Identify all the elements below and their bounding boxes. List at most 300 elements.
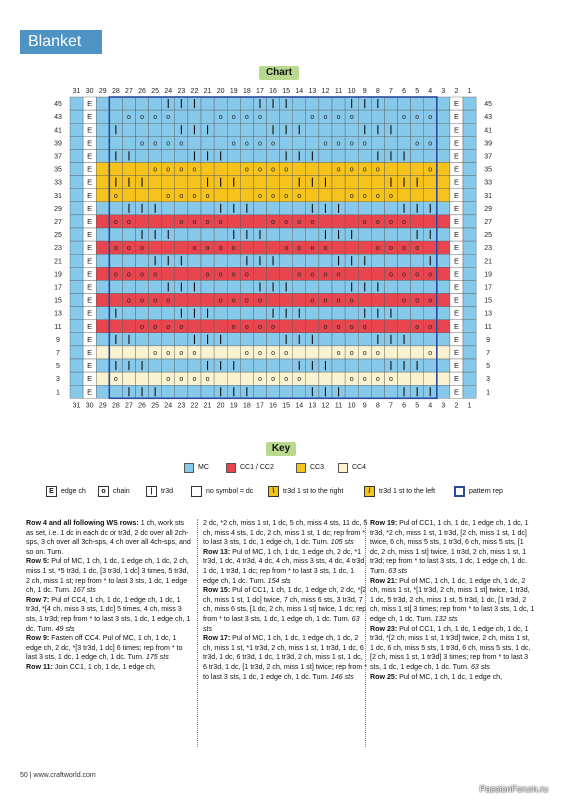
column-number-bottom: 23	[177, 402, 186, 410]
edge-stitch-symbol: E	[453, 321, 459, 331]
chart-cell	[214, 280, 227, 293]
chart-cell	[136, 254, 149, 267]
chart-cell	[214, 228, 227, 241]
chain-mark: o	[402, 114, 407, 122]
chart-cell	[463, 123, 476, 136]
row-number-right: 29	[484, 205, 492, 213]
instruction-text: Pul of CC1, 1 ch, 1 dc, 1 edge ch, 1 dc, 1 tr3d, *[2 ch, miss 1 st, 1 tr3d] twice, 2 ch, miss 1 st, 1 dc, 6 ch, miss 5 sts, 1 tr3d, 6 ch, miss 5 sts, 1 dc, [2 ch, miss 1 st, 1 tr3d] 3 times; rep from * to last 3 sts, 1 dc, 1 edge ch, 1 dc. Turn.	[370, 624, 531, 671]
chart-cell	[384, 97, 397, 110]
chart-cell	[424, 359, 437, 372]
column-number-bottom: 5	[415, 402, 420, 410]
chart-cell	[175, 267, 188, 280]
chart-cell	[437, 189, 450, 202]
column-number-top: 22	[190, 88, 199, 95]
chart-cell	[240, 123, 253, 136]
key-cc1-cc2	[226, 463, 274, 473]
column-number-top: 26	[138, 88, 146, 95]
row-heading: Row 23:	[370, 624, 400, 633]
chart-cell	[293, 385, 306, 398]
chart-cell	[240, 241, 253, 254]
chain-mark: o	[179, 192, 184, 200]
chart-cell	[253, 359, 266, 372]
chart-cell	[201, 320, 214, 333]
chart-cell	[201, 385, 214, 398]
chain-mark: o	[244, 140, 249, 148]
chart-cell	[371, 320, 384, 333]
row-number-left: 45	[54, 101, 62, 109]
chart-cell	[424, 280, 437, 293]
instruction-paragraph	[203, 519, 368, 548]
chart-cell	[345, 307, 358, 320]
chart-cell	[136, 123, 149, 136]
chain-mark: o	[205, 192, 210, 200]
chart-cell	[70, 136, 83, 149]
chain-mark: o	[271, 166, 276, 174]
edge-stitch-symbol: E	[453, 387, 459, 397]
chart-cell	[463, 202, 476, 215]
chart-cell	[122, 123, 135, 136]
column-number-top: 9	[362, 88, 367, 95]
chart-cell	[306, 320, 319, 333]
chart-cell	[109, 163, 122, 176]
chart-cell	[371, 136, 384, 149]
blank-symbol-icon	[191, 486, 202, 497]
chain-mark: o	[218, 297, 223, 305]
chart-cell	[188, 110, 201, 123]
instruction-paragraph	[370, 577, 535, 625]
column-number-top: 4	[428, 88, 433, 95]
chain-mark: o	[166, 297, 171, 305]
chain-mark: o	[192, 349, 197, 357]
edge-stitch-symbol: E	[87, 374, 93, 384]
row-number-right: 15	[484, 297, 492, 305]
chart-cell	[332, 307, 345, 320]
chain-mark: o	[284, 166, 289, 174]
chart-cell	[437, 385, 450, 398]
chart-cell	[437, 123, 450, 136]
chain-mark: o	[310, 218, 315, 226]
row-number-right: 5	[486, 363, 491, 371]
edge-stitch-symbol: E	[453, 295, 459, 305]
chart-cell	[398, 163, 411, 176]
chart-cell	[240, 280, 253, 293]
chart-cell	[149, 189, 162, 202]
chart-cell	[280, 254, 293, 267]
chain-mark: o	[205, 376, 210, 384]
instruction-text: Pul of CC1, 1 ch, 1 dc, 1 edge ch, 1 dc, 1 tr3d, *2 ch, miss 1 st, 1 tr3d, [2 ch, miss 1 st, 1 dc] twice, 6 ch, miss 5 sts, 1 tr3d, 6 ch, miss 5 sts, [1 dc, 2 ch, miss 1 st] twice, 1 tr3d, 2 ch, miss 1 st, 1 tr3d; rep from * to last 3 sts, 1 dc, 1 edge ch, 1 dc. Turn.	[370, 519, 529, 575]
chart-cell	[280, 110, 293, 123]
chart-cell	[293, 228, 306, 241]
column-number-bottom: 1	[467, 402, 472, 410]
chart-cell	[122, 372, 135, 385]
edge-stitch-symbol: E	[453, 125, 459, 135]
chain-mark: o	[323, 140, 328, 148]
chain-mark: o	[244, 114, 249, 122]
chain-mark: o	[336, 114, 341, 122]
column-number-bottom: 22	[190, 402, 199, 410]
chart-cell	[358, 149, 371, 162]
instructions-column-2	[203, 519, 368, 682]
edge-stitch-symbol: E	[87, 190, 93, 200]
chart-cell	[463, 149, 476, 162]
chart-cell	[345, 359, 358, 372]
chain-mark: o	[140, 323, 145, 331]
chart-cell	[306, 280, 319, 293]
chain-mark: o	[388, 218, 393, 226]
chart-cell	[96, 136, 109, 149]
chart-cell	[70, 359, 83, 372]
instruction-text: Pul of MC, 1 ch, 1 dc, 1 edge ch, 1 dc, 2 ch, miss 1 st, *1 tr3d, 2 ch, miss 1 st, 1 tr3d, 1 dc, 6 tr3d, 1 dc, 6 tr3d, 1 dc, 1 tr3d, 2 ch, miss 1 st, 1 dc, 6 tr3d, 1 dc, [1 tr3d, 2 ch, miss 1 st] twice; rep from * to last 3 sts, 1 dc, 1 edge ch, 1 dc. Turn.	[203, 634, 368, 681]
chart-cell	[70, 241, 83, 254]
chart-cell	[319, 254, 332, 267]
chain-mark: o	[179, 349, 184, 357]
chart-cell	[437, 359, 450, 372]
chart-cell	[70, 254, 83, 267]
chart-cell	[280, 136, 293, 149]
chart-cell	[227, 163, 240, 176]
chart-cell	[70, 280, 83, 293]
column-number-top: 28	[111, 88, 120, 95]
chart-cell	[398, 372, 411, 385]
chain-mark: o	[428, 271, 433, 279]
chart-cell	[253, 215, 266, 228]
edge-stitch-symbol: E	[87, 216, 93, 226]
chart-cell	[70, 176, 83, 189]
chart-cell	[253, 267, 266, 280]
edge-stitch-symbol: E	[453, 347, 459, 357]
column-number-top: 3	[441, 88, 446, 95]
chain-mark: o	[284, 245, 289, 253]
row-number-left: 17	[54, 284, 62, 292]
mc-swatch	[184, 463, 194, 473]
chart-cell	[437, 136, 450, 149]
chart-cell	[201, 280, 214, 293]
column-number-top: 12	[321, 88, 330, 95]
chart-cell	[319, 280, 332, 293]
chain-mark: o	[375, 166, 380, 174]
chain-mark: o	[284, 218, 289, 226]
key-tr3d-right	[268, 486, 343, 497]
chart-cell	[70, 346, 83, 359]
chart-cell	[96, 97, 109, 110]
chart-cell	[240, 359, 253, 372]
chain-mark: o	[192, 376, 197, 384]
chain-mark: o	[231, 297, 236, 305]
instructions-column-1	[26, 519, 191, 673]
chart-cell	[149, 97, 162, 110]
cc3-label: CC3	[310, 464, 325, 471]
chart-cell	[70, 333, 83, 346]
row-heading: Row 9:	[26, 634, 52, 643]
chart-cell	[358, 294, 371, 307]
chain-mark: o	[428, 297, 433, 305]
chart-cell	[398, 123, 411, 136]
chain-mark: o	[362, 140, 367, 148]
chart-cell	[319, 346, 332, 359]
chain-mark: o	[218, 271, 223, 279]
chain-mark: o	[336, 349, 341, 357]
chart-cell	[188, 294, 201, 307]
edge-stitch-symbol: E	[87, 112, 93, 122]
chart-cell	[424, 189, 437, 202]
chart-cell	[411, 254, 424, 267]
chart-cell	[162, 149, 175, 162]
chart-cell	[319, 97, 332, 110]
edge-stitch-symbol: E	[87, 334, 93, 344]
chart-cell	[227, 215, 240, 228]
chart-cell	[162, 385, 175, 398]
chart-cell	[463, 97, 476, 110]
edge-stitch-symbol: E	[87, 256, 93, 266]
chart-cell	[463, 228, 476, 241]
chart-cell	[136, 280, 149, 293]
stitch-count: 49 sts	[55, 624, 75, 633]
chain-mark: o	[257, 376, 262, 384]
chart-cell	[188, 176, 201, 189]
chain-mark: o	[428, 323, 433, 331]
chain-mark: o	[192, 245, 197, 253]
chart-cell	[227, 372, 240, 385]
chain-mark: o	[310, 245, 315, 253]
instruction-text: 2 dc, *2 ch, miss 1 st, 1 dc, 5 ch, miss 4 sts, 11 dc, 5 ch, miss 4 sts, 1 dc, 2 ch, miss 1 st, 1 dc; rep from * to last 3 sts, 1 dc, 1 edge ch, 1 dc. Turn.	[203, 519, 368, 547]
row-number-right: 17	[484, 284, 492, 292]
column-number-bottom: 18	[242, 402, 251, 410]
edge-stitch-symbol: E	[87, 99, 93, 109]
chart-cell	[437, 307, 450, 320]
chart-cell	[122, 280, 135, 293]
chart-cell	[136, 333, 149, 346]
chart-cell	[280, 202, 293, 215]
chart-cell	[149, 176, 162, 189]
chart-cell	[227, 346, 240, 359]
column-number-top: 14	[295, 88, 304, 95]
chart-cell	[96, 307, 109, 320]
chain-mark: o	[362, 349, 367, 357]
instruction-text: Pul of MC, 1 ch, 1 dc, 1 edge ch, 1 dc, 2 ch, miss 1 st, *5 tr3d, 1 dc, [3 tr3d, 1 dc] 3 times, 5 tr3d, 2 ch, miss 1 st; rep from * to last 3 sts, 1 dc, 1 edge ch, 1 dc. Turn.	[26, 557, 189, 595]
instruction-paragraph	[203, 548, 368, 586]
chart-cell	[280, 359, 293, 372]
chain-mark: o	[113, 192, 118, 200]
chart-cell	[384, 294, 397, 307]
chain-mark: o	[297, 271, 302, 279]
chart-cell	[306, 136, 319, 149]
chart-cell	[149, 215, 162, 228]
website-link[interactable]: www.craftworld.com	[33, 772, 96, 779]
chart-cell	[358, 333, 371, 346]
row-heading: Row 7:	[26, 595, 52, 604]
chart-cell	[332, 241, 345, 254]
chart-cell	[175, 176, 188, 189]
column-number-top: 1	[467, 88, 472, 95]
chain-mark: o	[375, 376, 380, 384]
chart-cell	[345, 267, 358, 280]
chart-cell	[332, 280, 345, 293]
chart-cell	[136, 97, 149, 110]
chain-mark: o	[375, 349, 380, 357]
chart-cell	[227, 307, 240, 320]
column-number-bottom: 28	[111, 402, 120, 410]
tr3d-right-label: tr3d 1 st to the right	[283, 487, 344, 495]
chart-cell	[122, 163, 135, 176]
chart-cell	[175, 228, 188, 241]
chain-mark: o	[140, 297, 145, 305]
chart-cell	[201, 254, 214, 267]
row-number-left: 5	[56, 363, 60, 371]
chart-cell	[411, 123, 424, 136]
chart-cell	[188, 320, 201, 333]
chart-cell	[201, 202, 214, 215]
edge-stitch-symbol: E	[453, 334, 459, 344]
chart-cell	[240, 176, 253, 189]
footer-divider: |	[29, 772, 34, 779]
column-number-top: 8	[375, 88, 380, 95]
chain-mark: o	[271, 376, 276, 384]
chain-mark: o	[257, 349, 262, 357]
chart-cell	[162, 215, 175, 228]
chart-cell	[253, 333, 266, 346]
row-number-left: 11	[54, 323, 62, 331]
chain-mark: o	[244, 166, 249, 174]
chart-cell	[398, 254, 411, 267]
chart-cell	[149, 359, 162, 372]
key-chain	[98, 486, 130, 497]
column-divider	[197, 519, 198, 747]
chart-cell	[358, 241, 371, 254]
chain-mark: o	[153, 297, 158, 305]
column-number-top: 31	[72, 88, 81, 95]
chain-mark: o	[179, 323, 184, 331]
chart-cell	[149, 123, 162, 136]
row-number-left: 1	[56, 389, 60, 397]
edge-stitch-symbol: E	[87, 387, 93, 397]
row-number-left: 13	[54, 310, 62, 318]
row-number-left: 15	[54, 297, 62, 305]
chart-cell	[411, 280, 424, 293]
chain-mark: o	[323, 297, 328, 305]
row-number-right: 25	[484, 232, 492, 240]
chain-mark: o	[336, 140, 341, 148]
chart-cell	[201, 163, 214, 176]
chain-mark: o	[271, 323, 276, 331]
row-number-left: 21	[54, 258, 62, 266]
chart-cell	[162, 176, 175, 189]
chart-cell	[96, 202, 109, 215]
edge-stitch-symbol: E	[453, 282, 459, 292]
chart-cell	[398, 136, 411, 149]
chart-cell	[384, 110, 397, 123]
column-number-top: 21	[203, 88, 212, 95]
chart-cell	[437, 294, 450, 307]
chain-mark: o	[349, 166, 354, 174]
chart-cell	[175, 202, 188, 215]
chart-cell	[253, 241, 266, 254]
column-number-top: 27	[125, 88, 133, 95]
edge-stitch-symbol: E	[87, 243, 93, 253]
chain-mark: o	[297, 245, 302, 253]
edge-stitch-symbol: E	[453, 243, 459, 253]
column-number-top: 15	[282, 88, 291, 95]
chart-cell	[122, 254, 135, 267]
chart-cell	[149, 333, 162, 346]
chart-cell	[96, 280, 109, 293]
key-cc3	[296, 463, 324, 473]
chart-cell	[162, 123, 175, 136]
chart-cell	[188, 254, 201, 267]
chart-cell	[175, 110, 188, 123]
row-number-right: 27	[484, 218, 492, 226]
column-number-top: 20	[216, 88, 225, 95]
instruction-paragraph	[26, 557, 191, 595]
chart-cell	[122, 320, 135, 333]
chart-cell	[70, 110, 83, 123]
chart-cell	[162, 333, 175, 346]
chart-heading: Chart	[259, 66, 299, 80]
chart-cell	[463, 359, 476, 372]
chart-cell	[70, 202, 83, 215]
chart-cell	[136, 346, 149, 359]
chart-cell	[371, 267, 384, 280]
row-number-left: 43	[54, 114, 62, 122]
row-heading: Row 5:	[26, 557, 52, 566]
column-number-top: 24	[164, 88, 173, 95]
chart-cell	[109, 228, 122, 241]
edge-stitch-symbol: E	[87, 269, 93, 279]
chain-mark: o	[257, 114, 262, 122]
chain-mark: o	[323, 323, 328, 331]
chain-mark: o	[428, 140, 433, 148]
chain-mark: o	[375, 245, 380, 253]
column-number-bottom: 31	[72, 402, 81, 410]
chart-cell	[162, 307, 175, 320]
chart-cell	[109, 385, 122, 398]
column-number-top: 19	[229, 88, 238, 95]
column-number-top: 13	[308, 88, 317, 95]
column-number-bottom: 29	[98, 402, 107, 410]
chain-mark: o	[375, 192, 380, 200]
row-number-left: 25	[54, 232, 62, 240]
chain-mark: o	[336, 297, 341, 305]
chain-mark: o	[415, 114, 420, 122]
chart-cell	[70, 385, 83, 398]
chain-mark: o	[323, 114, 328, 122]
row-number-left: 33	[54, 179, 62, 187]
chain-mark: o	[310, 114, 315, 122]
chart-cell	[371, 202, 384, 215]
column-number-top: 5	[415, 88, 420, 95]
chart-cell	[253, 176, 266, 189]
row-number-left: 29	[54, 205, 62, 213]
chain-mark: o	[402, 245, 407, 253]
chain-mark: o	[362, 166, 367, 174]
chart-cell	[319, 149, 332, 162]
chart-cell	[109, 202, 122, 215]
stitch-count: 105 sts	[330, 538, 354, 547]
column-number-bottom: 21	[203, 402, 212, 410]
edge-stitch-symbol: E	[87, 177, 93, 187]
chain-mark: o	[244, 349, 249, 357]
column-number-bottom: 14	[295, 402, 304, 410]
row-number-right: 19	[484, 271, 492, 279]
chain-mark: o	[231, 114, 236, 122]
row-number-left: 31	[54, 192, 62, 200]
chart-cell	[280, 267, 293, 280]
chain-mark: o	[205, 245, 210, 253]
chain-mark: o	[166, 114, 171, 122]
chart-cell	[240, 189, 253, 202]
chart-cell	[384, 385, 397, 398]
column-number-bottom: 3	[441, 402, 446, 410]
column-number-top: 23	[177, 88, 186, 95]
